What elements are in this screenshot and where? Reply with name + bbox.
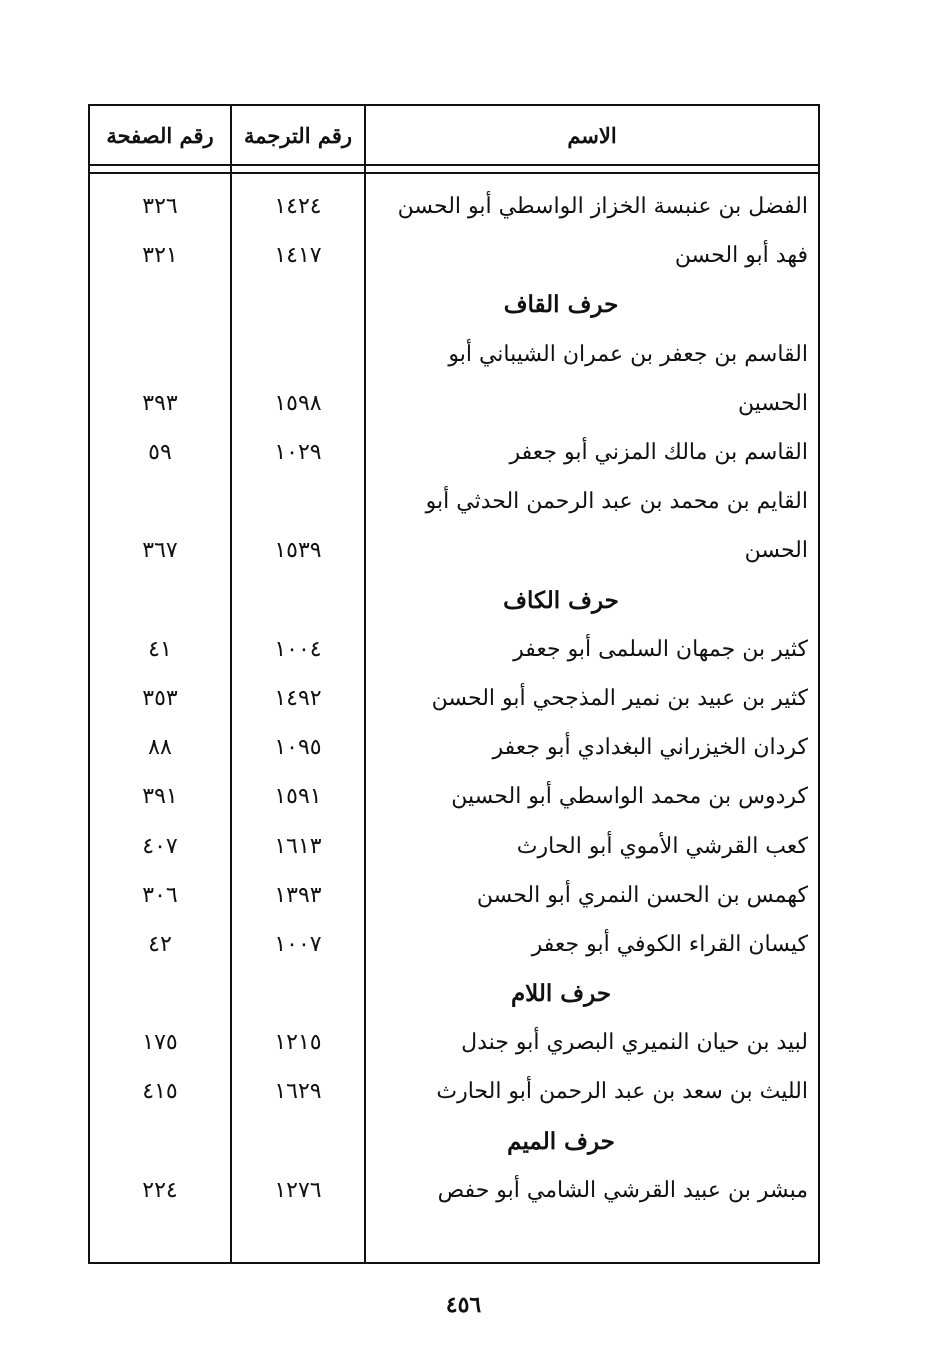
table-row (90, 920, 818, 969)
entry-name: كيسان القراء الكوفي أبو جعفر (531, 931, 808, 957)
entry-name: مبشر بن عبيد القرشي الشامي أبو حفص (437, 1177, 808, 1203)
page-number-cell (90, 576, 230, 625)
translation-number-cell: ١٤٢٤ (274, 194, 322, 220)
table-row (90, 330, 818, 379)
translation-number-cell (232, 330, 364, 379)
table-row (90, 723, 818, 772)
table-row (90, 1067, 818, 1116)
translation-number-cell: ١٥٣٩ (274, 538, 322, 564)
table-row (90, 821, 818, 870)
translation-number-cell (232, 477, 364, 526)
page-number-cell: ٥٩ (148, 440, 172, 466)
table-row (90, 182, 818, 231)
translation-number-cell: ١٢٧٦ (274, 1177, 322, 1203)
translation-number-cell: ١٠٠٤ (274, 636, 322, 662)
header-page-number: رقم الصفحة (106, 122, 214, 148)
entry-name: كهمس بن الحسن النمري أبو الحسن (476, 882, 808, 908)
page-number-cell: ٣٥٣ (142, 685, 178, 711)
section-heading-row (90, 280, 818, 329)
page-number-cell: ٣٩٣ (142, 390, 178, 416)
table-row (90, 379, 818, 428)
table-row (90, 871, 818, 920)
translation-number-cell: ١٠٩٥ (274, 735, 322, 761)
page-number-cell: ٨٨ (148, 735, 172, 761)
page-number-cell: ٣٦٧ (142, 538, 178, 564)
entry-name: القاسم بن مالك المزني أبو جعفر (509, 440, 808, 466)
entry-name: كثير بن عبيد بن نمير المذجحي أبو الحسن (431, 685, 808, 711)
entry-name: كردوس بن محمد الواسطي أبو الحسين (451, 784, 808, 810)
entry-name: الفضل بن عنبسة الخزاز الواسطي أبو الحسن (397, 194, 808, 220)
section-heading-row (90, 1117, 818, 1166)
entry-name: الحسن (744, 538, 808, 564)
table-row (90, 1166, 818, 1215)
table-row (90, 674, 818, 723)
page-number-cell: ٣٢١ (142, 243, 178, 269)
translation-number-cell: ١٣٩٣ (274, 882, 322, 908)
page-number-cell: ٤١٥ (142, 1079, 178, 1105)
section-heading: حرف القاف (503, 291, 619, 319)
translation-number-cell (232, 1117, 364, 1166)
entry-name: الليث بن سعد بن عبد الرحمن أبو الحارث (436, 1079, 808, 1105)
translation-number-cell: ١٤٩٢ (274, 685, 322, 711)
header-name: الاسم (567, 122, 617, 148)
page-number-cell (90, 969, 230, 1018)
section-heading: حرف الكاف (503, 586, 619, 614)
page-number-cell (90, 280, 230, 329)
page-number-cell: ٢٢٤ (142, 1177, 178, 1203)
page-number-cell: ٤٠٧ (142, 833, 178, 859)
translation-number-cell: ١٢١٥ (274, 1030, 322, 1056)
table-row (90, 526, 818, 575)
table-row (90, 428, 818, 477)
header-rule (90, 172, 818, 174)
table-body (90, 182, 818, 1215)
translation-number-cell: ١٠٢٩ (274, 440, 322, 466)
section-heading-row (90, 576, 818, 625)
page-number-cell (90, 330, 230, 379)
translation-number-cell: ١٤١٧ (274, 243, 322, 269)
page-number-cell: ٣٢٦ (142, 194, 178, 220)
entry-name: كردان الخيزراني البغدادي أبو جعفر (492, 735, 808, 761)
entry-name: لبيد بن حيان النميري البصري أبو جندل (461, 1030, 808, 1056)
page-number-cell: ١٧٥ (142, 1030, 178, 1056)
translation-number-cell: ١٠٠٧ (274, 931, 322, 957)
translation-number-cell (232, 280, 364, 329)
entry-name: كعب القرشي الأموي أبو الحارث (516, 833, 808, 859)
page-number-cell (90, 477, 230, 526)
page-number-cell (90, 1117, 230, 1166)
page-number-cell: ٤٢ (148, 931, 172, 957)
table-row (90, 1018, 818, 1067)
index-table (88, 104, 820, 1264)
page-number: ٤٥٦ (445, 1292, 482, 1318)
page-number-cell: ٣٩١ (142, 784, 178, 810)
table-row (90, 772, 818, 821)
translation-number-cell: ١٥٩٨ (274, 390, 322, 416)
section-heading: حرف الميم (507, 1127, 615, 1155)
entry-name: القاسم بن جعفر بن عمران الشيباني أبو (448, 341, 808, 367)
header-translation-number: رقم الترجمة (244, 122, 353, 148)
entry-name: الحسين (737, 390, 808, 416)
table-row (90, 625, 818, 674)
translation-number-cell: ١٥٩١ (274, 784, 322, 810)
table-row (90, 231, 818, 280)
header-rule (90, 164, 818, 166)
section-heading: حرف اللام (510, 980, 612, 1008)
page-number-cell: ٣٠٦ (142, 882, 178, 908)
page-number-cell: ٤١ (148, 636, 172, 662)
entry-name: القايم بن محمد بن عبد الرحمن الحدثي أبو (425, 489, 808, 515)
table-row (90, 477, 818, 526)
entry-name: فهد أبو الحسن (674, 243, 808, 269)
translation-number-cell (232, 969, 364, 1018)
entry-name: كثير بن جمهان السلمى أبو جعفر (513, 636, 808, 662)
translation-number-cell (232, 576, 364, 625)
translation-number-cell: ١٦٢٩ (274, 1079, 322, 1105)
translation-number-cell: ١٦١٣ (274, 833, 322, 859)
section-heading-row (90, 969, 818, 1018)
